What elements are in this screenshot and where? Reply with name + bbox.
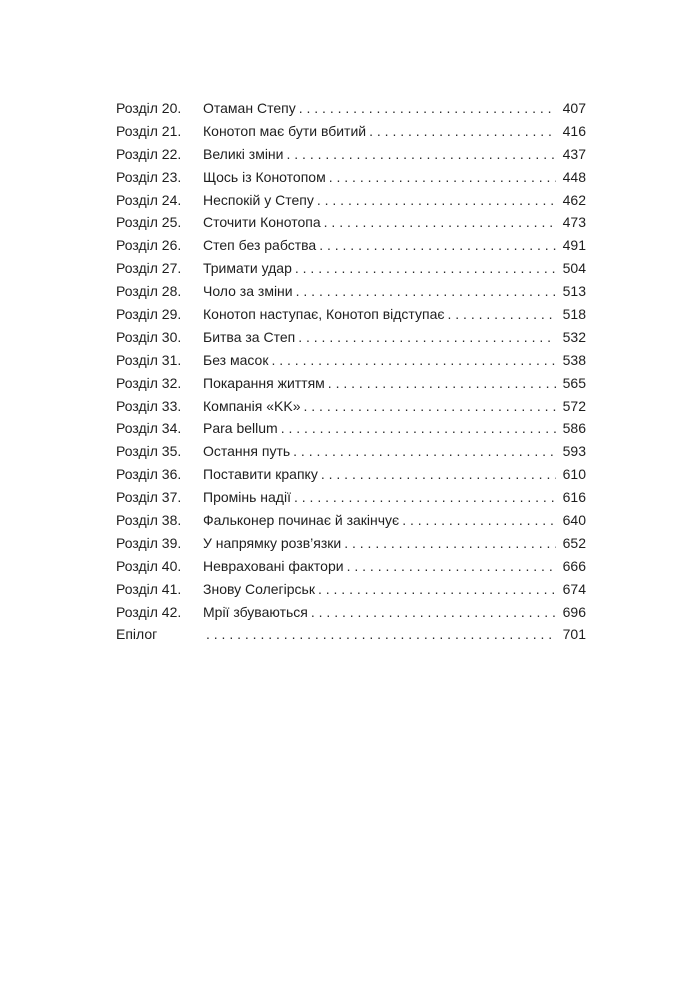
chapter-title: Щось із Конотопом xyxy=(203,168,326,185)
dot-leader xyxy=(295,257,556,280)
page-number: 448 xyxy=(562,168,586,185)
chapter-number: Розділ 40. xyxy=(116,557,182,574)
chapter-number: Розділ 30. xyxy=(116,328,182,345)
dot-leader xyxy=(402,509,556,532)
toc-entry[interactable] xyxy=(116,440,586,463)
dot-leader xyxy=(318,578,556,601)
page-number: 518 xyxy=(562,306,586,323)
toc-entry[interactable] xyxy=(116,601,586,624)
page-number: 513 xyxy=(562,283,586,300)
chapter-title: Para bellum xyxy=(203,420,278,437)
chapter-number: Розділ 25. xyxy=(116,214,182,231)
toc-entry[interactable] xyxy=(116,372,586,395)
dot-leader xyxy=(293,440,556,463)
chapter-title: Степ без рабства xyxy=(203,237,317,254)
chapter-number: Розділ 42. xyxy=(116,603,182,620)
chapter-title: Мрії збуваються xyxy=(203,603,308,620)
chapter-title: Сточити Конотопа xyxy=(203,214,321,231)
chapter-title: Покарання життям xyxy=(203,374,325,391)
dot-leader xyxy=(296,280,556,303)
chapter-number: Епілог xyxy=(116,626,158,643)
page-number: 437 xyxy=(562,145,586,162)
page-number: 652 xyxy=(562,534,586,551)
chapter-number: Розділ 36. xyxy=(116,466,182,483)
toc-entry[interactable] xyxy=(116,532,586,555)
page-number: 674 xyxy=(562,580,586,597)
dot-leader xyxy=(369,120,556,143)
chapter-title: Остання путь xyxy=(203,443,291,460)
page-number: 701 xyxy=(562,626,586,643)
page-number: 616 xyxy=(562,489,586,506)
chapter-title: Фальконер починає й закінчує xyxy=(203,512,400,529)
toc-entry[interactable] xyxy=(116,509,586,532)
toc-entry[interactable] xyxy=(116,211,586,234)
toc-entry[interactable] xyxy=(116,395,586,418)
chapter-title: Конотоп має бути вбитий xyxy=(203,122,367,139)
page-number: 593 xyxy=(562,443,586,460)
page-number: 532 xyxy=(562,328,586,345)
dot-leader xyxy=(344,532,556,555)
toc-entry[interactable] xyxy=(116,120,586,143)
chapter-title: Конотоп наступає, Конотоп відступає xyxy=(203,306,445,323)
chapter-number: Розділ 27. xyxy=(116,260,182,277)
toc-entry[interactable] xyxy=(116,486,586,509)
dot-leader xyxy=(286,143,556,166)
toc-entry[interactable] xyxy=(116,97,586,120)
chapter-number: Розділ 23. xyxy=(116,168,182,185)
dot-leader xyxy=(299,97,556,120)
dot-leader xyxy=(281,417,556,440)
dot-leader xyxy=(206,623,556,646)
page-number: 565 xyxy=(562,374,586,391)
chapter-title: Тримати удар xyxy=(203,260,292,277)
toc-entry[interactable] xyxy=(116,463,586,486)
dot-leader xyxy=(324,211,556,234)
chapter-title: Компанія «KK» xyxy=(203,397,301,414)
dot-leader xyxy=(317,189,556,212)
toc-entry[interactable] xyxy=(116,303,586,326)
dot-leader xyxy=(311,601,556,624)
chapter-title: Знову Солегірськ xyxy=(203,580,315,597)
dot-leader xyxy=(321,463,556,486)
page-number: 473 xyxy=(562,214,586,231)
chapter-number: Розділ 22. xyxy=(116,145,182,162)
toc-entry[interactable] xyxy=(116,326,586,349)
page-number: 504 xyxy=(562,260,586,277)
table-of-contents xyxy=(116,97,586,646)
chapter-number: Розділ 28. xyxy=(116,283,182,300)
chapter-title: Невраховані фактори xyxy=(203,557,344,574)
toc-entry[interactable] xyxy=(116,189,586,212)
chapter-number: Розділ 39. xyxy=(116,534,182,551)
toc-entry[interactable] xyxy=(116,143,586,166)
dot-leader xyxy=(347,555,556,578)
page-number: 696 xyxy=(562,603,586,620)
page-number: 407 xyxy=(562,100,586,116)
chapter-title: Без масок xyxy=(203,351,269,368)
page-number: 416 xyxy=(562,122,586,139)
chapter-number: Розділ 37. xyxy=(116,489,182,506)
chapter-number: Розділ 20. xyxy=(116,100,182,116)
dot-leader xyxy=(319,234,556,257)
chapter-title: Чоло за зміни xyxy=(203,283,293,300)
dot-leader xyxy=(448,303,557,326)
toc-entry-epilogue[interactable] xyxy=(116,623,586,646)
chapter-number: Розділ 32. xyxy=(116,374,182,391)
chapter-number: Розділ 41. xyxy=(116,580,182,597)
chapter-number: Розділ 31. xyxy=(116,351,182,368)
chapter-title: Битва за Степ xyxy=(203,328,296,345)
toc-entry[interactable] xyxy=(116,257,586,280)
chapter-number: Розділ 35. xyxy=(116,443,182,460)
page-number: 462 xyxy=(562,191,586,208)
toc-entry[interactable] xyxy=(116,349,586,372)
chapter-title: Промінь надії xyxy=(203,489,291,506)
dot-leader xyxy=(298,326,556,349)
dot-leader xyxy=(304,395,557,418)
chapter-number: Розділ 29. xyxy=(116,306,182,323)
dot-leader xyxy=(294,486,556,509)
chapter-title: Неспокій у Степу xyxy=(203,191,314,208)
page-number: 538 xyxy=(562,351,586,368)
chapter-title: Отаман Степу xyxy=(203,100,296,116)
page-number: 610 xyxy=(562,466,586,483)
toc-entry[interactable] xyxy=(116,555,586,578)
chapter-title: Великі зміни xyxy=(203,145,284,162)
toc-entry[interactable] xyxy=(116,417,586,440)
chapter-title: У напрямку розв’язки xyxy=(203,534,342,551)
chapter-number: Розділ 34. xyxy=(116,420,182,437)
chapter-number: Розділ 21. xyxy=(116,122,182,139)
toc-entry[interactable] xyxy=(116,280,586,303)
chapter-number: Розділ 33. xyxy=(116,397,182,414)
dot-leader xyxy=(328,372,556,395)
page-number: 586 xyxy=(562,420,586,437)
chapter-number: Розділ 24. xyxy=(116,191,182,208)
dot-leader xyxy=(329,166,556,189)
chapter-number: Розділ 38. xyxy=(116,512,182,529)
dot-leader xyxy=(271,349,556,372)
chapter-number: Розділ 26. xyxy=(116,237,182,254)
toc-entry[interactable] xyxy=(116,578,586,601)
toc-entry[interactable] xyxy=(116,234,586,257)
page-number: 640 xyxy=(562,512,586,529)
chapter-title: Поставити крапку xyxy=(203,466,318,483)
page-number: 491 xyxy=(562,237,586,254)
toc-entry[interactable] xyxy=(116,166,586,189)
page-number: 572 xyxy=(562,397,586,414)
page-number: 666 xyxy=(562,557,586,574)
